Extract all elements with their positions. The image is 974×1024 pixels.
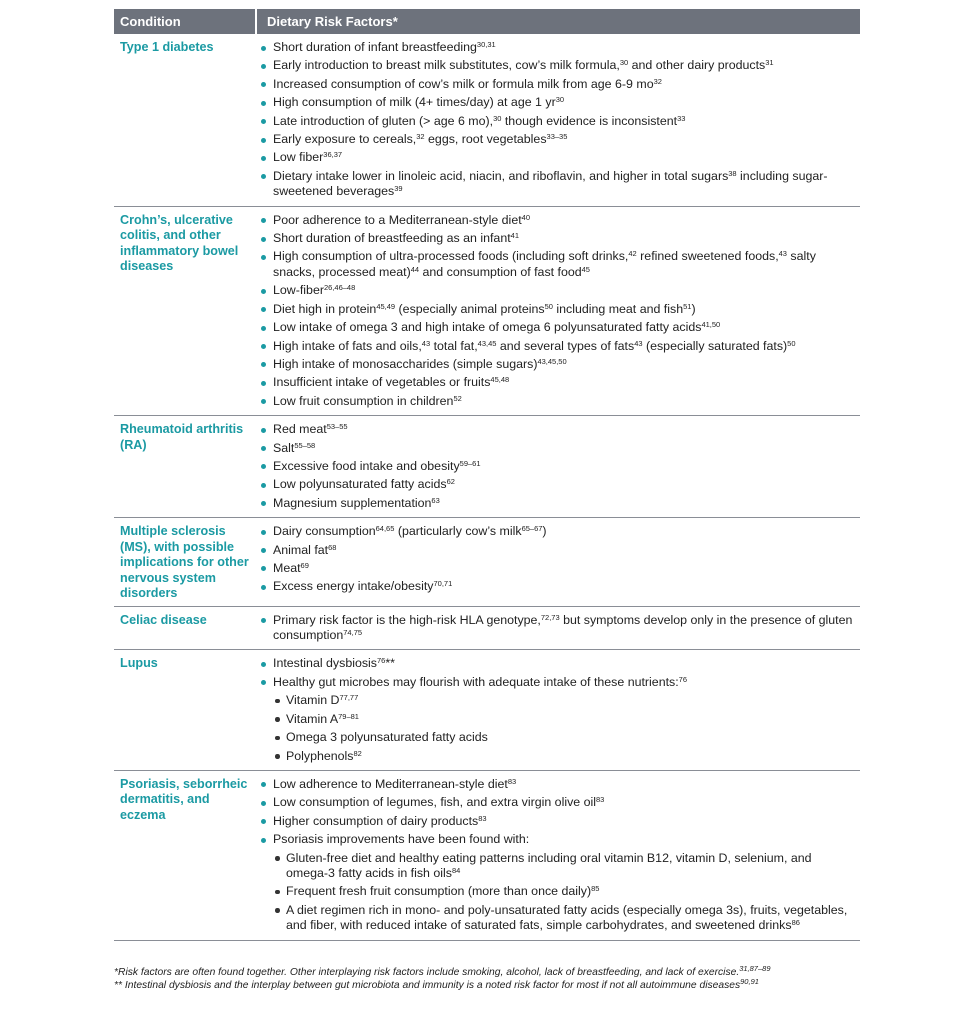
footnote — [114, 966, 874, 979]
text-run: ** Intestinal dysbiosis and the interplay between gut microbiota and immunity is a noted risk factor for most if not all autoimmune diseases — [114, 980, 741, 991]
text-run: Dairy consumption — [273, 524, 376, 539]
risk-factor-list — [260, 422, 854, 511]
text-run: including meat and fish — [552, 301, 684, 316]
citation-ref: 68 — [328, 542, 337, 552]
text-run: (particularly cow’s milk — [394, 524, 522, 539]
text-run: Poor adherence to a Mediterranean-style diet — [273, 212, 522, 227]
text-run: Primary risk factor is the high-risk HLA genotype, — [273, 612, 541, 627]
risk-factor-list — [260, 524, 854, 595]
text-run: Vitamin A — [286, 711, 339, 726]
risk-factor-item — [260, 58, 854, 73]
citation-ref: 41 — [510, 231, 519, 241]
text-run: (especially saturated fats) — [642, 338, 788, 353]
risk-factor-list — [260, 40, 854, 200]
text-run: Early exposure to cereals, — [273, 132, 417, 147]
citation-ref: 69 — [300, 560, 309, 570]
risk-factor-item — [260, 213, 854, 228]
citation-ref: 62 — [446, 477, 455, 487]
risk-factor-item — [260, 320, 854, 335]
risk-factor-item — [260, 795, 854, 810]
risk-factor-item — [260, 95, 854, 110]
risk-factor-subitem — [273, 712, 854, 727]
risk-factor-item — [260, 231, 854, 246]
condition-cell: Lupus — [120, 656, 158, 671]
citation-ref: 83 — [507, 776, 517, 786]
condition-cell: Celiac disease — [120, 612, 207, 627]
risk-factor-item — [260, 150, 854, 165]
table-row — [114, 206, 860, 415]
citation-ref: 43 — [778, 249, 787, 259]
risk-factor-subitem — [273, 903, 854, 934]
text-run: Excess energy intake/obesity — [273, 579, 434, 594]
text-run: refined sweetened foods, — [636, 249, 779, 264]
condition-cell: Rheumatoid arthritis (RA) — [120, 422, 244, 452]
condition-cell: Multiple sclerosis (MS), with possible implications for other nervous system disorders — [120, 524, 249, 601]
text-run: Late introduction of gluten (> age 6 mo), — [273, 113, 494, 128]
risk-factors-cell — [256, 34, 860, 206]
text-run: Higher consumption of dairy products — [273, 813, 479, 828]
risk-factor-item — [260, 169, 854, 200]
citation-ref: 70,71 — [433, 579, 453, 589]
risk-factor-item — [260, 477, 854, 492]
text-run: High consumption of ultra-processed foods (including soft drinks, — [273, 249, 629, 264]
text-run: High consumption of milk (4+ times/day) at age 1 yr — [273, 95, 556, 110]
text-run: Healthy gut microbes may flourish with adequate intake of these nutrients: — [273, 674, 679, 689]
risk-factor-list — [260, 213, 854, 409]
text-run: Gluten-free diet and healthy eating patterns including oral vitamin B12, vitamin D, selenium, and omega-3 fatty acids in fish oils — [286, 850, 812, 880]
citation-ref: 52 — [453, 393, 462, 403]
citation-ref: 82 — [353, 748, 362, 758]
citation-ref: 65–67 — [521, 524, 543, 534]
citation-ref: 41,50 — [701, 320, 721, 330]
risk-factor-subitem — [273, 851, 854, 882]
text-run: High intake of monosaccharides (simple sugars) — [273, 356, 538, 371]
risk-factor-item — [260, 656, 854, 671]
risk-factor-item — [260, 496, 854, 511]
citation-ref: 45,49 — [376, 301, 396, 311]
risk-factor-item — [260, 459, 854, 474]
text-run: Intestinal dysbiosis — [273, 656, 377, 671]
citation-ref: 30 — [619, 58, 629, 68]
risk-factor-item — [260, 441, 854, 456]
risk-factor-item — [260, 543, 854, 558]
risk-factor-list — [260, 656, 854, 763]
citation-ref: 44 — [410, 264, 420, 274]
risk-factor-item — [260, 77, 854, 92]
citation-ref: 36,37 — [323, 150, 343, 160]
text-run: Salt — [273, 440, 295, 455]
risk-factors-cell — [256, 606, 860, 650]
citation-ref: 83 — [478, 813, 487, 823]
citation-ref: 51 — [683, 301, 692, 311]
text-run: Low fiber — [273, 150, 324, 165]
risk-factor-item — [260, 339, 854, 354]
text-run: including sugar-sweetened beverages — [273, 168, 828, 199]
table-row — [114, 770, 860, 940]
citation-ref: 43 — [421, 338, 431, 348]
condition-cell: Type 1 diabetes — [120, 40, 214, 54]
citation-ref: 30 — [555, 95, 565, 105]
condition-cell: Crohn’s, ulcerative colitis, and other inflammatory bowel diseases — [120, 212, 239, 274]
text-run: Low-fiber — [273, 283, 324, 298]
text-run: Low consumption of legumes, fish, and extra virgin olive oil — [273, 795, 597, 810]
risk-factor-item — [260, 302, 854, 317]
text-run: ** — [385, 656, 395, 671]
text-run: Low adherence to Mediterranean-style diet — [273, 776, 508, 791]
risk-factor-item — [260, 832, 854, 933]
text-run: Diet high in protein — [273, 301, 377, 316]
text-run: High intake of fats and oils, — [273, 338, 422, 353]
risk-factor-item — [260, 524, 854, 539]
citation-ref: 43 — [634, 338, 643, 348]
citation-ref: 64,65 — [375, 524, 395, 534]
text-run: ) — [542, 524, 547, 539]
text-run: Dietary intake lower in linoleic acid, niacin, and riboflavin, and higher in total sugars — [273, 168, 729, 183]
text-run: and several types of fats — [496, 338, 635, 353]
text-run: Meat — [273, 560, 301, 575]
footnotes — [114, 966, 874, 992]
risk-factor-item — [260, 613, 854, 644]
text-run: Early introduction to breast milk substitutes, cow’s milk formula, — [273, 58, 620, 73]
citation-ref: 33 — [677, 113, 686, 123]
table-row — [114, 518, 860, 607]
text-run: Red meat — [273, 422, 327, 437]
footnote — [114, 979, 874, 992]
citation-ref: 79–81 — [338, 711, 359, 721]
risk-factor-item — [260, 283, 854, 298]
citation-ref: 53–55 — [326, 422, 348, 432]
risk-factor-sublist — [273, 693, 854, 764]
risk-factor-item — [260, 561, 854, 576]
table-row — [114, 650, 860, 770]
risk-factors-cell — [256, 206, 860, 415]
citation-ref: 30,31 — [476, 40, 496, 49]
table-row — [114, 34, 860, 206]
risk-factor-subitem — [273, 693, 854, 708]
citation-ref: 40 — [521, 212, 530, 222]
citation-ref: 50 — [787, 338, 796, 348]
risk-factors-cell — [256, 650, 860, 770]
risk-factor-item — [260, 422, 854, 437]
citation-ref: 32 — [416, 132, 425, 142]
risk-factor-item — [260, 777, 854, 792]
condition-cell: Psoriasis, seborrheic dermatitis, and eczema — [120, 776, 248, 822]
text-run: Vitamin D — [286, 693, 340, 708]
header-condition: Condition — [114, 9, 256, 34]
citation-ref: 39 — [394, 184, 403, 194]
table-row — [114, 416, 860, 518]
citation-ref: 59–61 — [459, 458, 481, 468]
citation-ref: 30 — [493, 113, 502, 123]
text-run: Low fruit consumption in children — [273, 393, 454, 408]
text-run: ) — [691, 301, 696, 316]
citation-ref: 43,45,50 — [537, 356, 567, 366]
text-run: eggs, root vegetables — [424, 132, 547, 147]
dietary-risk-table — [114, 9, 860, 941]
citation-ref: 45 — [581, 264, 590, 274]
risk-factor-item — [260, 394, 854, 409]
text-run: though evidence is inconsistent — [501, 113, 678, 128]
text-run: Magnesium supplementation — [273, 495, 432, 510]
text-run: Short duration of breastfeeding as an infant — [273, 231, 511, 246]
risk-factor-item — [260, 249, 854, 280]
text-run: but symptoms develop only in the presence of gluten consumption — [273, 612, 853, 643]
citation-ref: 72,73 — [540, 612, 560, 622]
text-run: Polyphenols — [286, 748, 354, 763]
risk-factor-item — [260, 675, 854, 764]
text-run: Animal fat — [273, 542, 329, 557]
risk-factor-item — [260, 579, 854, 594]
risk-factors-cell — [256, 518, 860, 607]
risk-factor-subitem — [273, 730, 854, 745]
citation-ref: 76 — [678, 674, 688, 684]
citation-ref: 31,87–89 — [739, 964, 771, 973]
text-run: A diet regimen rich in mono- and poly-unsaturated fatty acids (especially omega 3s), fruits, vegetables, and fiber, with reduced intake of saturated fats, simple carbohydrates, and sweetened drinks — [286, 902, 848, 933]
risk-factor-item — [260, 375, 854, 390]
citation-ref: 83 — [596, 795, 605, 805]
header-dietary-risk-factors: Dietary Risk Factors* — [256, 9, 860, 34]
citation-ref: 43,45 — [477, 338, 497, 348]
text-run: Increased consumption of cow’s milk or formula milk from age 6-9 mo — [273, 76, 654, 91]
table-body — [114, 34, 860, 940]
citation-ref: 74,75 — [343, 628, 363, 638]
text-run: Low intake of omega 3 and high intake of omega 6 polyunsaturated fatty acids — [273, 320, 702, 335]
citation-ref: 31 — [765, 58, 774, 68]
text-run: salty snacks, processed meat) — [273, 249, 816, 279]
text-run: total fat, — [430, 338, 478, 353]
risk-factor-subitem — [273, 749, 854, 764]
text-run: and consumption of fast food — [419, 264, 582, 279]
text-run: Frequent fresh fruit consumption (more than once daily) — [286, 884, 592, 899]
citation-ref: 42 — [628, 249, 637, 259]
citation-ref: 85 — [591, 884, 600, 894]
table-header-row — [114, 9, 860, 34]
risk-factor-item — [260, 114, 854, 129]
risk-factor-list — [260, 777, 854, 934]
risk-factor-item — [260, 814, 854, 829]
citation-ref: 90,91 — [740, 977, 759, 986]
text-run: Insufficient intake of vegetables or fruits — [273, 375, 491, 390]
text-run: (especially animal proteins — [395, 301, 545, 316]
citation-ref: 77,77 — [339, 693, 359, 703]
citation-ref: 63 — [431, 495, 440, 505]
risk-factors-cell — [256, 416, 860, 518]
text-run: and other dairy products — [628, 58, 766, 73]
risk-factor-subitem — [273, 884, 854, 899]
citation-ref: 33–35 — [546, 132, 568, 142]
citation-ref: 86 — [791, 918, 800, 928]
citation-ref: 76 — [377, 656, 386, 666]
citation-ref: 50 — [544, 301, 553, 311]
text-run: *Risk factors are often found together. Other interplaying risk factors include smoking, alcohol, lack of breastfeeding, and lack of exercise. — [114, 967, 740, 978]
risk-factor-item — [260, 357, 854, 372]
text-run: Excessive food intake and obesity — [273, 458, 460, 473]
risk-factor-list — [260, 613, 854, 644]
text-run: Psoriasis improvements have been found with: — [273, 832, 530, 847]
text-run: Low polyunsaturated fatty acids — [273, 477, 447, 492]
risk-factor-sublist — [273, 851, 854, 934]
risk-factor-item — [260, 40, 854, 55]
risk-factor-item — [260, 132, 854, 147]
risk-factors-cell — [256, 770, 860, 940]
text-run: Short duration of infant breastfeeding — [273, 40, 477, 54]
citation-ref: 26,46–48 — [323, 283, 356, 293]
citation-ref: 84 — [451, 865, 461, 875]
citation-ref: 55–58 — [294, 440, 316, 450]
citation-ref: 38 — [728, 168, 737, 178]
table-row — [114, 606, 860, 650]
citation-ref: 45,48 — [490, 375, 510, 385]
text-run: Omega 3 polyunsaturated fatty acids — [286, 730, 488, 745]
citation-ref: 32 — [653, 76, 662, 86]
